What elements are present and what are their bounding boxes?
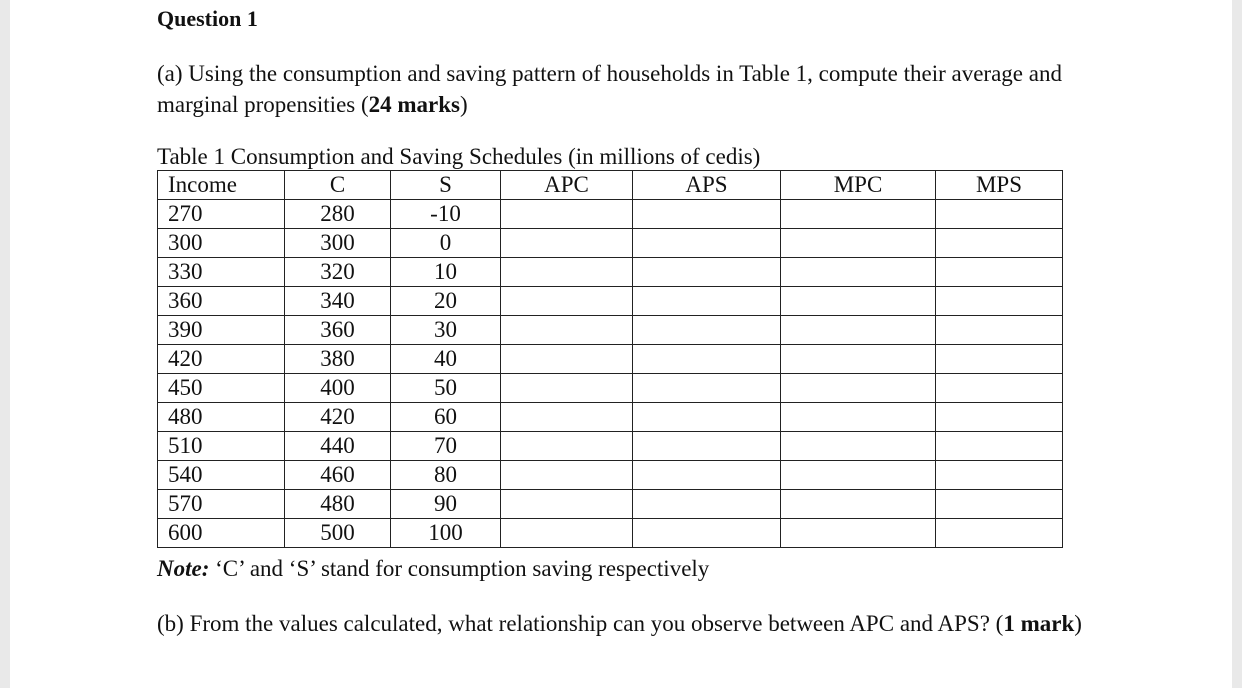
part-a-marks: 24 marks bbox=[368, 92, 461, 117]
question-title: Question 1 bbox=[157, 6, 258, 31]
aps-cell bbox=[633, 490, 781, 519]
table-row bbox=[158, 461, 1063, 490]
apc-cell bbox=[501, 490, 633, 519]
income-cell: 360 bbox=[158, 287, 285, 316]
s-cell: 100 bbox=[391, 519, 501, 548]
table-row bbox=[158, 519, 1063, 548]
mps-cell bbox=[936, 432, 1063, 461]
c-cell: 380 bbox=[285, 345, 391, 374]
s-cell: 70 bbox=[391, 432, 501, 461]
table-row bbox=[158, 200, 1063, 229]
c-cell: 320 bbox=[285, 258, 391, 287]
apc-cell bbox=[501, 374, 633, 403]
c-cell: 340 bbox=[285, 287, 391, 316]
mpc-cell bbox=[781, 287, 936, 316]
income-cell: 600 bbox=[158, 519, 285, 548]
mpc-cell bbox=[781, 345, 936, 374]
part-a-close: ) bbox=[460, 92, 468, 117]
aps-cell bbox=[633, 287, 781, 316]
header-c: C bbox=[285, 171, 391, 200]
c-cell: 480 bbox=[285, 490, 391, 519]
apc-cell bbox=[501, 403, 633, 432]
apc-cell bbox=[501, 287, 633, 316]
part-a-prompt bbox=[157, 58, 1097, 120]
c-cell: 440 bbox=[285, 432, 391, 461]
mpc-cell bbox=[781, 461, 936, 490]
header-mpc: MPC bbox=[781, 171, 936, 200]
mps-cell bbox=[936, 345, 1063, 374]
part-b-text: (b) From the values calculated, what relationship can you observe between APC and APS? ( bbox=[157, 611, 1004, 636]
aps-cell bbox=[633, 345, 781, 374]
apc-cell bbox=[501, 345, 633, 374]
header-aps: APS bbox=[633, 171, 781, 200]
header-apc: APC bbox=[501, 171, 633, 200]
aps-cell bbox=[633, 229, 781, 258]
aps-cell bbox=[633, 200, 781, 229]
mpc-cell bbox=[781, 316, 936, 345]
mpc-cell bbox=[781, 229, 936, 258]
apc-cell bbox=[501, 229, 633, 258]
table-row bbox=[158, 229, 1063, 258]
header-s: S bbox=[391, 171, 501, 200]
mpc-cell bbox=[781, 403, 936, 432]
apc-cell bbox=[501, 519, 633, 548]
aps-cell bbox=[633, 403, 781, 432]
apc-cell bbox=[501, 258, 633, 287]
income-cell: 540 bbox=[158, 461, 285, 490]
document-page bbox=[10, 0, 1232, 688]
income-cell: 570 bbox=[158, 490, 285, 519]
part-b-prompt bbox=[157, 607, 1097, 641]
table-caption: Table 1 Consumption and Saving Schedules (in millions of cedis) bbox=[157, 144, 761, 169]
income-cell: 390 bbox=[158, 316, 285, 345]
s-cell: -10 bbox=[391, 200, 501, 229]
apc-cell bbox=[501, 200, 633, 229]
c-cell: 360 bbox=[285, 316, 391, 345]
income-cell: 330 bbox=[158, 258, 285, 287]
part-b-marks: 1 mark bbox=[1003, 611, 1075, 636]
aps-cell bbox=[633, 258, 781, 287]
mpc-cell bbox=[781, 490, 936, 519]
table-body bbox=[158, 200, 1063, 548]
s-cell: 10 bbox=[391, 258, 501, 287]
c-cell: 280 bbox=[285, 200, 391, 229]
table-row bbox=[158, 403, 1063, 432]
apc-cell bbox=[501, 432, 633, 461]
s-cell: 30 bbox=[391, 316, 501, 345]
aps-cell bbox=[633, 374, 781, 403]
s-cell: 40 bbox=[391, 345, 501, 374]
table-header-row bbox=[158, 171, 1063, 200]
header-mps: MPS bbox=[936, 171, 1063, 200]
table-row bbox=[158, 490, 1063, 519]
table-row bbox=[158, 287, 1063, 316]
c-cell: 500 bbox=[285, 519, 391, 548]
c-cell: 460 bbox=[285, 461, 391, 490]
note-text: ‘C’ and ‘S’ stand for consumption saving respectively bbox=[209, 556, 710, 581]
income-cell: 300 bbox=[158, 229, 285, 258]
mps-cell bbox=[936, 374, 1063, 403]
table-note bbox=[157, 556, 709, 582]
income-cell: 480 bbox=[158, 403, 285, 432]
mps-cell bbox=[936, 316, 1063, 345]
mpc-cell bbox=[781, 200, 936, 229]
mps-cell bbox=[936, 490, 1063, 519]
mpc-cell bbox=[781, 519, 936, 548]
header-income: Income bbox=[158, 171, 285, 200]
income-cell: 450 bbox=[158, 374, 285, 403]
s-cell: 80 bbox=[391, 461, 501, 490]
mpc-cell bbox=[781, 432, 936, 461]
aps-cell bbox=[633, 461, 781, 490]
mps-cell bbox=[936, 519, 1063, 548]
income-cell: 270 bbox=[158, 200, 285, 229]
s-cell: 90 bbox=[391, 490, 501, 519]
mpc-cell bbox=[781, 374, 936, 403]
income-cell: 420 bbox=[158, 345, 285, 374]
mps-cell bbox=[936, 403, 1063, 432]
part-b-close: ) bbox=[1074, 611, 1082, 636]
s-cell: 50 bbox=[391, 374, 501, 403]
table-row bbox=[158, 316, 1063, 345]
aps-cell bbox=[633, 432, 781, 461]
c-cell: 400 bbox=[285, 374, 391, 403]
mps-cell bbox=[936, 258, 1063, 287]
aps-cell bbox=[633, 519, 781, 548]
mps-cell bbox=[936, 229, 1063, 258]
income-cell: 510 bbox=[158, 432, 285, 461]
apc-cell bbox=[501, 461, 633, 490]
part-a-text: (a) Using the consumption and saving pattern of households in Table 1, compute their average and marginal propensities ( bbox=[157, 61, 1062, 117]
c-cell: 420 bbox=[285, 403, 391, 432]
table-row bbox=[158, 432, 1063, 461]
c-cell: 300 bbox=[285, 229, 391, 258]
mps-cell bbox=[936, 287, 1063, 316]
aps-cell bbox=[633, 316, 781, 345]
table-row bbox=[158, 258, 1063, 287]
mps-cell bbox=[936, 200, 1063, 229]
table-row bbox=[158, 345, 1063, 374]
note-label: Note: bbox=[157, 556, 210, 581]
s-cell: 0 bbox=[391, 229, 501, 258]
s-cell: 20 bbox=[391, 287, 501, 316]
table-row bbox=[158, 374, 1063, 403]
s-cell: 60 bbox=[391, 403, 501, 432]
apc-cell bbox=[501, 316, 633, 345]
mps-cell bbox=[936, 461, 1063, 490]
consumption-saving-table bbox=[157, 170, 1063, 548]
mpc-cell bbox=[781, 258, 936, 287]
